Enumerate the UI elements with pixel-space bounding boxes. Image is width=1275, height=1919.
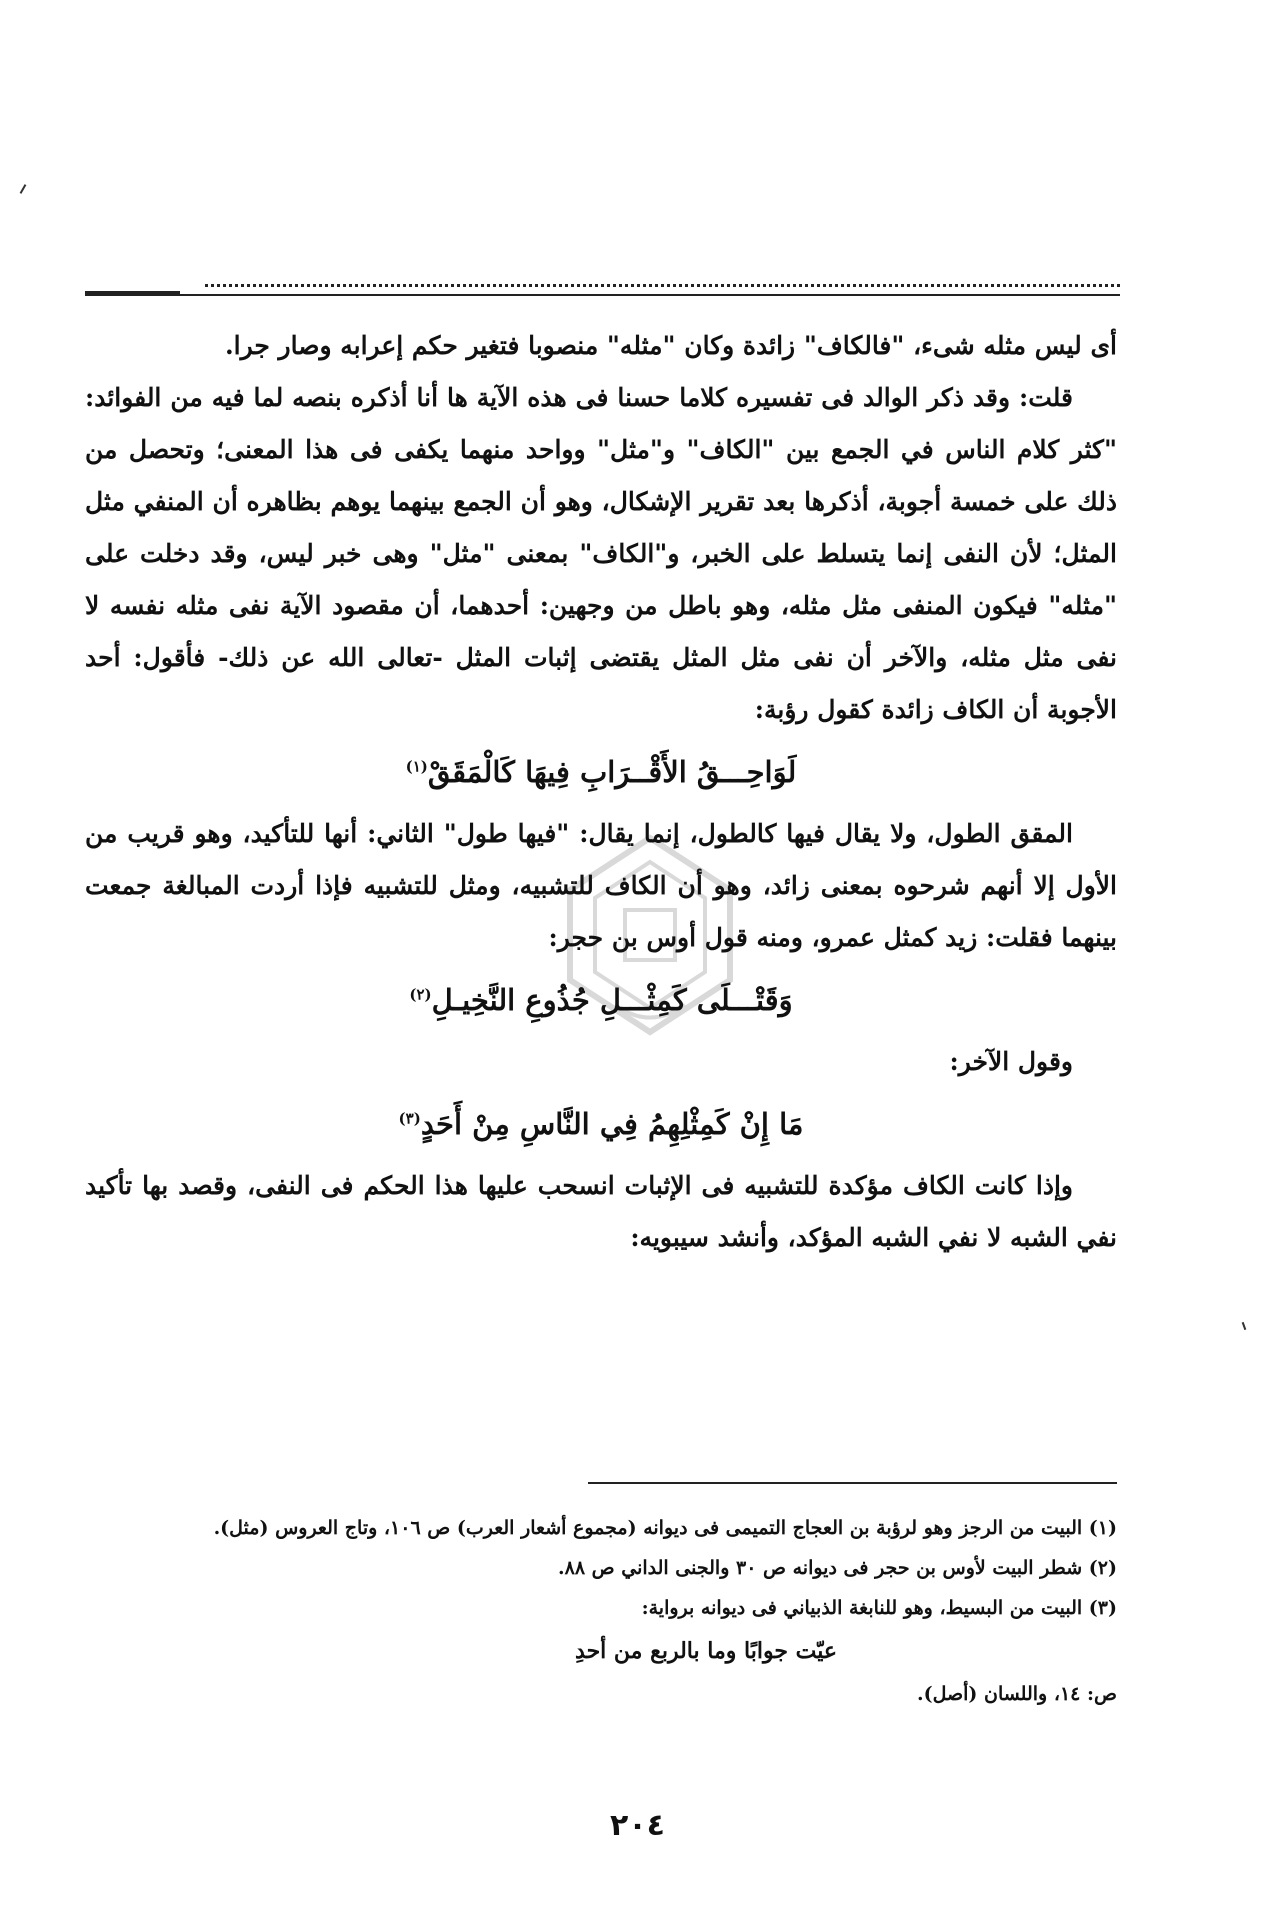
footnote-2: (٢) شطر البيت لأوس بن حجر فى ديوانه ص ٣٠ والجنى الداني ص ٨٨.: [557, 1557, 1117, 1579]
paragraph-3: المقق الطول، ولا يقال فيها كالطول، إنما يقال: "فيها طول" الثاني: أنها للتأكيد، وهو قريب من الأول إلا أنهم شرحوه بمعنى زائد، وهو أن الكاف للتشبيه، ومثل للتشبيه فإذا أردت المبالغة جمعت بينهما فقلت: زيد كمثل عمرو، ومنه قول أوس بن حجر:: [85, 819, 1117, 952]
paragraph-5: وإذا كانت الكاف مؤكدة للتشبيه فى الإثبات انسحب عليها هذا الحكم فى النفى، وقصد بها تأكيد نفي الشبه لا نفي الشبه المؤكد، وأنشد سيبويه:: [85, 1171, 1117, 1252]
footnotes: [85, 1508, 1117, 1714]
footnote-1: (١) البيت من الرجز وهو لرؤبة بن العجاج التميمى فى ديوانه (مجموع أشعار العرب) ص ١٠٦، وتاج العروس (مثل).: [213, 1517, 1117, 1539]
footnote-separator: [588, 1482, 1117, 1484]
paragraph-1: أى ليس مثله شىء، "فالكاف" زائدة وكان "مثله" منصوبا فتغير حكم إعرابه وصار جرا.: [224, 331, 1117, 360]
scan-mark: [1242, 1322, 1247, 1330]
verse-rubah: [85, 736, 1117, 808]
verse-nabigha-text: مَا إِنْ كَمِثْلِهِمُ فِي النَّاسِ مِنْ أَحَدٍ: [420, 1107, 804, 1141]
verse-rubah-text: لَوَاحِـــقُ الأَقْــرَابِ فِيهَا كَالْمَقَقْ: [427, 755, 797, 789]
footnote-3: (٣) البيت من البسيط، وهو للنابغة الذبياني فى ديوانه برواية:: [641, 1597, 1117, 1619]
footnote-ref-2: (٢): [409, 985, 432, 1004]
scan-mark: [20, 184, 27, 194]
header-rule: [85, 284, 1120, 298]
paragraph-2: قلت: وقد ذكر الوالد فى تفسيره كلاما حسنا فى هذه الآية ها أنا أذكره بنصه لما فيه من الفوائد: "كثر كلام الناس في الجمع بين "الكاف" و"مثل" وواحد منهما يكفى فى هذا المعنى؛ وتحصل من ذلك على خمسة أجوبة، أذكرها بعد تقرير الإشكال، وهو أن الجمع بينهما يوهم بظاهره أن المنفي مثل المثل؛ لأن النفى إنما يتسلط على الخبر، و"الكاف" بمعنى "مثل" وهى خبر ليس، وقد دخلت على "مثله" فيكون المنفى مثل مثله، وهو باطل من وجهين: أحدهما، أن مقصود الآية نفى مثله نفسه لا نفى مثل مثله، والآخر أن نفى مثل المثل يقتضى إثبات المثل -تعالى الله عن ذلك- فأقول: أحد الأجوبة أن الكاف زائدة كقول رؤبة:: [85, 383, 1117, 724]
verse-aws-text: وَقَتْـــلَى كَمِثْـــلِ جُذُوعِ النَّخِيـلِ: [431, 983, 793, 1017]
footnote-3-verse: عيّت جوابًا وما بالربع من أحدِ: [575, 1638, 837, 1664]
footnote-3-tail: ص: ١٤، واللسان (أصل).: [916, 1683, 1117, 1705]
header-solid-line: [85, 294, 1120, 296]
footnote-ref-1: (١): [405, 757, 428, 776]
header-dotted-line: [205, 284, 1120, 287]
footnote-ref-3: (٣): [398, 1109, 421, 1128]
verse-nabigha: [85, 1088, 1117, 1160]
paragraph-4: وقول الآخر:: [949, 1047, 1073, 1076]
header-thick-segment: [85, 291, 180, 295]
verse-aws: [85, 964, 1117, 1036]
main-text: [85, 320, 1117, 1264]
page-number: ٢٠٤: [610, 1808, 665, 1843]
